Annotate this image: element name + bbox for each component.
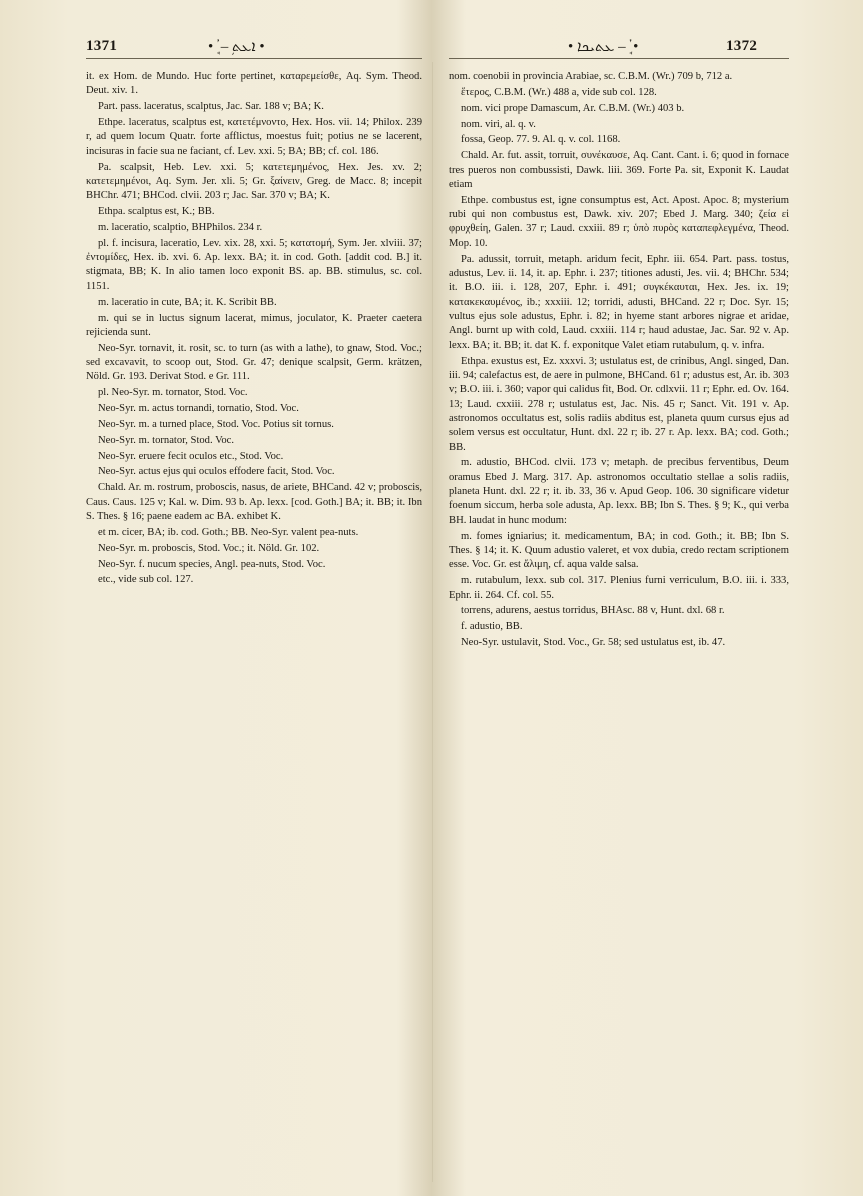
dictionary-entry: nom. coenobii in provincia Arabiae, sc. C.B.M. (Wr.) 709 b, 712 a. [449, 71, 733, 82]
dictionary-entry: Neo-Syr. tornavit, it. rosit, sc. to turn (as with a lathe), to gnaw, Stod. Voc.; sed excavavit, to scoop out, Stod. Gr. 47; denique scalpsit, Germ. krätzen, Nöld. Gr. 193. Derivat Stod. e Gr. 111. [86, 342, 422, 383]
column-gutter [432, 62, 433, 1182]
dictionary-entry: m. laceratio, scalptio, BHPhilos. 234 r. [98, 221, 263, 233]
dictionary-entry: m. laceratio in cute, BA; it. K. Scribit BB. [98, 296, 277, 308]
dictionary-entry: nom. vici prope Damascum, Ar. C.B.M. (Wr.) 403 b. [461, 102, 685, 114]
dictionary-entry: Chald. Ar. fut. assit, torruit, συνέκαυσε, Aq. Cant. Cant. i. 6; quod in fornace tres pueros non combussisti, Dawk. liii. 369. Forte Pa. sit, Exponit K. Laudat etiam [449, 150, 789, 190]
left-running-title: • ܱܳ – ܼܐܥܬ • [208, 39, 265, 55]
dictionary-entry: Neo-Syr. ustulavit, Stod. Voc., Gr. 58; sed ustulatus est, ib. 47. [461, 637, 726, 649]
dictionary-entry: Chald. Ar. m. rostrum, proboscis, nasus, de ariete, BHCand. 42 v; proboscis, Caus. Caus. 125 v; Kal. w. Dim. 93 b. Ap. lexx. [cod. Goth.] BA; it. BB; it. Ibn S. Thes. § 16; paene eadem ac BA. exhibet K. [86, 482, 422, 522]
dictionary-entry: Neo-Syr. m. a turned place, Stod. Voc. Potius sit tornus. [98, 418, 334, 430]
dictionary-entry: m. qui se in luctus signum lacerat, mimus, joculator, K. Praeter caetera rejicienda sunt. [86, 312, 422, 338]
dictionary-entry: it. ex Hom. de Mundo. Huc forte pertinet, καταρεμείσθε, Aq. Sym. Theod. Deut. xiv. 1. [86, 71, 422, 97]
dictionary-entry: Neo-Syr. f. nucum species, Angl. pea-nuts, Stod. Voc. [98, 558, 326, 570]
dictionary-entry: torrens, adurens, aestus torridus, BHAsc. 88 v, Hunt. dxl. 68 r. [461, 605, 725, 617]
dictionary-entry: et m. cicer, BA; ib. cod. Goth.; BB. Neo-Syr. valent pea-nuts. [98, 526, 359, 538]
right-column [449, 70, 789, 1180]
dictionary-entry: Ethpa. scalptus est, K.; BB. [98, 206, 215, 218]
dictionary-entry: fossa, Geop. 77. 9. Al. q. v. col. 1168. [461, 134, 621, 146]
dictionary-entry: Ethpe. combustus est, igne consumptus est, Act. Apost. Apoc. 8; mysterium rubi qui non combustus est, Dawk. xiv. 207; Ebed J. Marg. 340; ζεία εἰ φρυχθείη, Galen. 37 r; Laud. cxxiii. 89 r; ὑπὸ πυρὸς καταπεφλεγμένα, Theod. Mop. 10. [449, 194, 789, 249]
dictionary-entry: Pa. scalpsit, Heb. Lev. xxi. 5; κατετεμημένος, Hex. Jes. xv. 2; κατετεμημένοι, Aq. Sym. Jer. xli. 5; Gr. ξαίνειν, Greg. de Macc. 8; incepit BHChr. 471; BHCod. clvii. 203 r; Jac. Sar. 370 v; BA; K. [86, 161, 422, 202]
right-running-title: • ܥܬܝܟܐ – ܱܳ • [568, 39, 639, 55]
dictionary-entry: m. fomes igniarius; it. medicamentum, BA; in cod. Goth.; it. BB; Ibn S. Thes. § 14; it. K. Quum adustio valeret, et vox dubia, credo rectam scriptionem esse. Voc. Gr. est ἄλιμη, cf. aqua valde salsa. [449, 530, 789, 571]
right-header-rule [449, 58, 789, 59]
dictionary-entry: Neo-Syr. m. tornator, Stod. Voc. [98, 434, 235, 446]
dictionary-entry: nom. viri, al. q. v. [461, 118, 536, 130]
dictionary-entry: Ethpa. exustus est, Ez. xxxvi. 3; ustulatus est, de crinibus, Angl. singed, Dan. iii. 94; calefactus est, de aere in pulmone, BHCand. 61 r; adustus est, Ar. ib. 303 v; B.O. iii. i. 360; vapor qui calidus fit, Bod. Or. cdlxvii. 11 r; Ephr. ed. Ov. 164. 13; Laud. cxxiii. 278 r; ustulatus est, Jac. Nis. 45 r; Sanct. Vit. 191 v. Ap. astronomos occultatus est, solis radiis abditus est, planeta quum cursus ejus ad solem versus est occultatur, Hunt. dxl. 22 r; ib. 27 r. Ap. lexx. BA; cod. Goth.; BB. [449, 355, 789, 453]
dictionary-entry: Neo-Syr. m. proboscis, Stod. Voc.; it. Nöld. Gr. 102. [98, 542, 320, 554]
dictionary-entry: Part. pass. laceratus, scalptus, Jac. Sar. 188 v; BA; K. [98, 101, 324, 113]
right-page-number: 1372 [726, 38, 758, 54]
left-page-number: 1371 [86, 38, 118, 54]
dictionary-entry: Ethpe. laceratus, scalptus est, κατετέμνοντο, Hex. Hos. vii. 14; Philox. 239 r, ad quem locum Quatr. forte afflictus, moestus fuit; potius ne se lacerent, incisuras in facie sua ne faciant, cf. Lev. xxi. 5; BA; BB; cf. col. 186. [86, 117, 422, 157]
dictionary-entry: Pa. adussit, torruit, metaph. aridum fecit, Ephr. iii. 654. Part. pass. tostus, adustus, Lev. ii. 14, it. ap. Ephr. i. 237; titiones adusti, Jes. vii. 4; BHChr. 534; it. B.O. iii. i. 128, 207, Ephr. i. 491; συγκέκαυται, Hex. Jes. ix. 19; κατακεκαυμένος, ib.; xxxiii. 12; torridi, adusti, BHCand. 22 r; Doc. Syr. 15; vultus ejus sole adustus, Ephr. i. 82; in hyeme stant arbores nigrae et aridae, Angl. burnt up with cold, Laud. cxxiii. 114 r; haud adustae, Jac. Sar. 92 v. Ap. lexx. BA; it. BB; it. dat K. f. exponitque Valet etiam rutabulum, q. v. infra. [449, 253, 789, 351]
dictionary-entry: pl. Neo-Syr. m. tornator, Stod. Voc. [98, 387, 248, 399]
dictionary-entry: ἕτερος, C.B.M. (Wr.) 488 a, vide sub col. 128. [461, 86, 657, 98]
dictionary-entry: m. adustio, BHCod. clvii. 173 v; metaph. de precibus ferventibus, Deum oramus Ebed J. Marg. 317. Ap. astronomos occultatio stellae a solis radiis, planeta Hunt. dxl. 22 r; it. ib. 33, 36 v. Apud Geop. 106. 30 significare videtur foenum siccum, herba sole adusta, Ap. lexx. BB; Ibn S. Thes. § 9; K., qui verba BH. laudat in hunc modum: [449, 457, 789, 526]
left-header-rule [86, 58, 422, 59]
dictionary-entry: etc., vide sub col. 127. [98, 574, 194, 586]
dictionary-entry: pl. f. incisura, laceratio, Lev. xix. 28, xxi. 5; κατατομή, Sym. Jer. xlviii. 37; ἐντομίδες, Hex. ib. xvi. 6. Ap. lexx. BA; it. in cod. Goth. [addit cod. B.] it. stigmata, BB; K. In alio tamen loco exponit BS. ap. BB. stimulus, sc. col. 1151. [86, 237, 422, 292]
dictionary-entry: Neo-Syr. actus ejus qui oculos effodere facit, Stod. Voc. [98, 466, 335, 478]
dictionary-entry: f. adustio, BB. [461, 621, 523, 633]
left-column [86, 70, 422, 1180]
dictionary-entry: Neo-Syr. eruere fecit oculos etc., Stod. Voc. [98, 450, 284, 462]
dictionary-entry: Neo-Syr. m. actus tornandi, tornatio, Stod. Voc. [98, 403, 299, 415]
dictionary-entry: m. rutabulum, lexx. sub col. 317. Plenius furni verriculum, B.O. iii. i. 333, Ephr. ii. 264. Cf. col. 55. [449, 575, 789, 601]
